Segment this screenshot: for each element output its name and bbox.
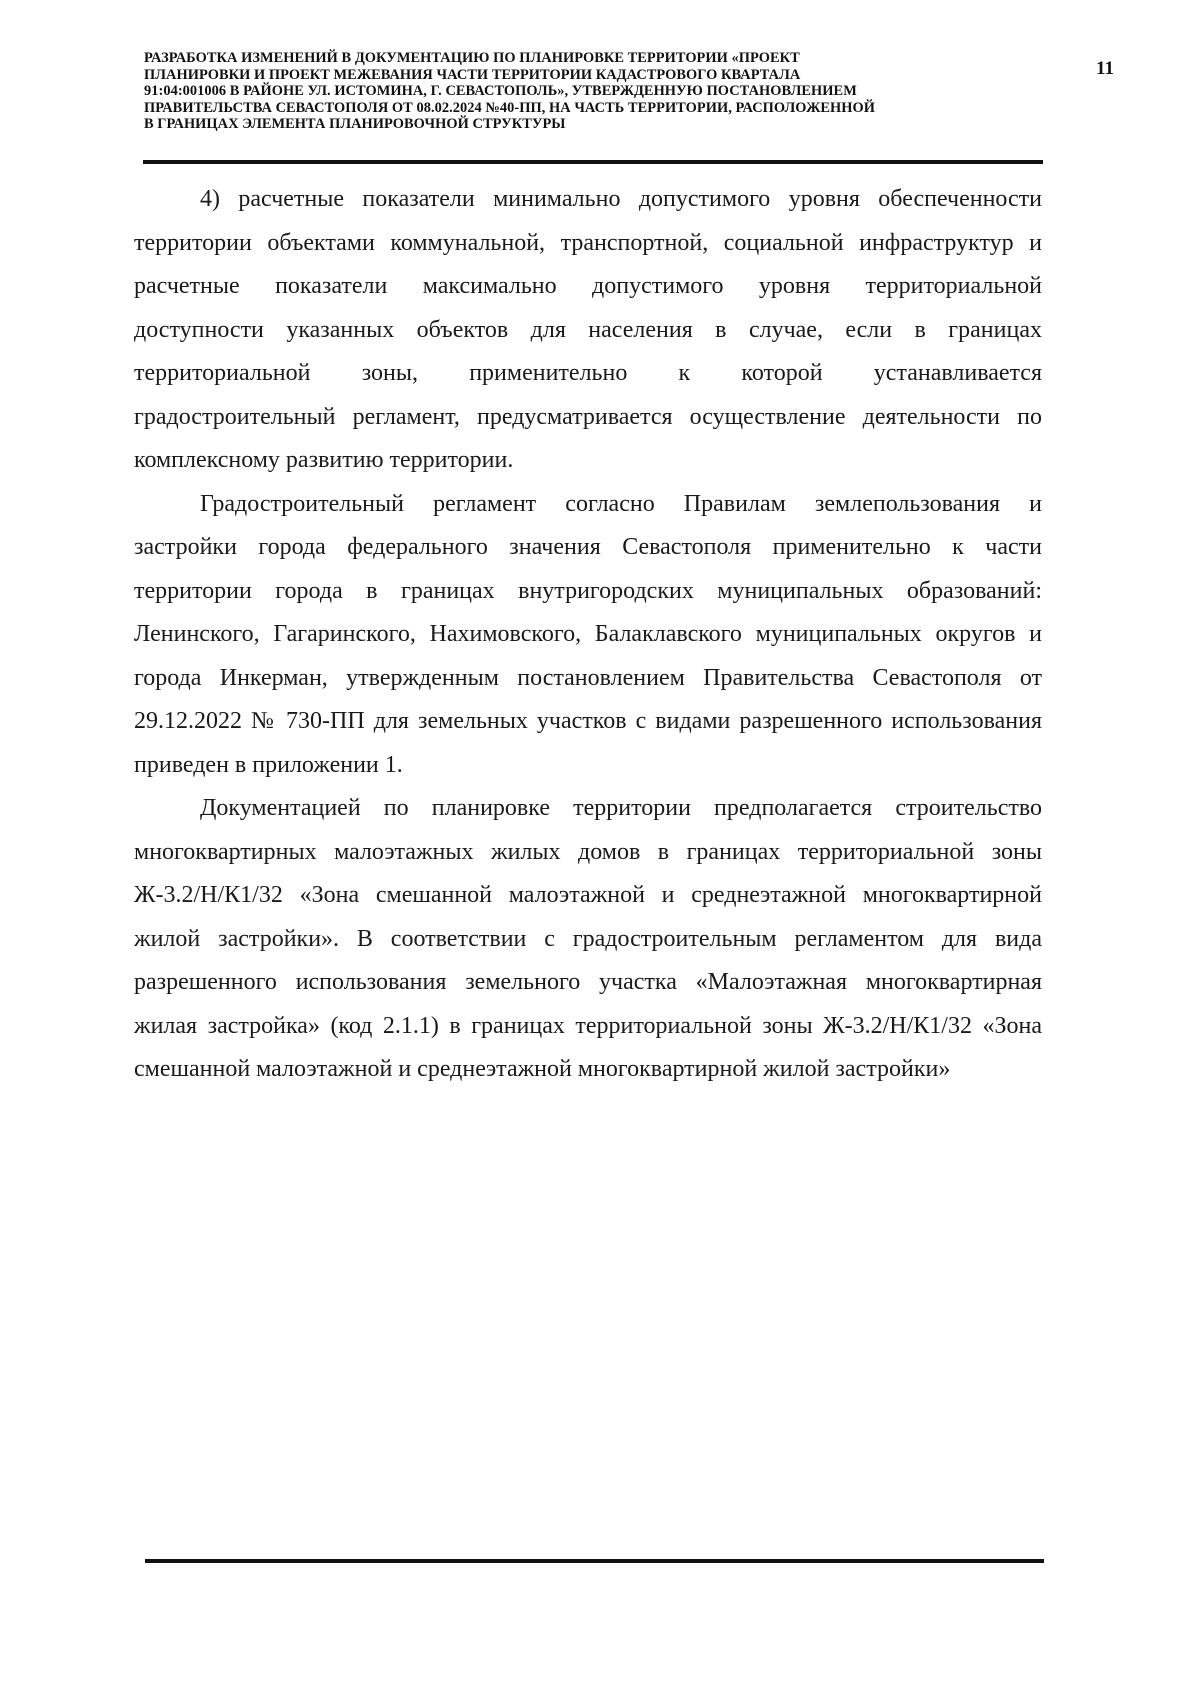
- header-divider: [143, 160, 1043, 164]
- text-line: Градостроительный регламент согласно Правилам землепользования и: [200, 490, 1042, 517]
- text-line: многоквартирных малоэтажных жилых домов в границах территориальной зоны: [134, 838, 1042, 865]
- footer-divider: [145, 1559, 1044, 1563]
- page-number: 11: [1096, 58, 1114, 79]
- header-line: В ГРАНИЦАХ ЭЛЕМЕНТА ПЛАНИРОВОЧНОЙ СТРУКТУРЫ: [144, 116, 566, 133]
- text-line: комплексному развитию территории.: [134, 447, 514, 473]
- text-line: Документацией по планировке территории предполагается строительство: [200, 795, 1042, 821]
- text-line: Ленинского, Гагаринского, Нахимовского, Балаклавского муниципальных округов и: [134, 621, 1042, 647]
- text-line: 29.12.2022 № 730-ПП для земельных участков с видами разрешенного использования: [134, 708, 1042, 734]
- document-body: [134, 178, 1042, 1092]
- text-line: территории города в границах внутригородских муниципальных образований:: [134, 577, 1042, 604]
- text-line: смешанной малоэтажной и среднеэтажной многоквартирной жилой застройки»: [134, 1056, 951, 1082]
- text-line: территориальной зоны, применительно к которой устанавливается: [134, 360, 1042, 386]
- text-line: жилой застройки». В соответствии с градостроительным регламентом для вида: [134, 925, 1042, 952]
- header-line: ПРАВИТЕЛЬСТВА СЕВАСТОПОЛЯ ОТ 08.02.2024 №40-ПП, НА ЧАСТЬ ТЕРРИТОРИИ, РАСПОЛОЖЕННОЙ: [144, 99, 876, 116]
- text-line: застройки города федерального значения Севастополя применительно к части: [134, 534, 1042, 560]
- text-line: разрешенного использования земельного участка «Малоэтажная многоквартирная: [134, 969, 1042, 995]
- text-line: доступности указанных объектов для населения в случае, если в границах: [134, 316, 1042, 343]
- paragraph: [134, 178, 1042, 483]
- paragraph: [134, 483, 1042, 788]
- text-line: жилая застройка» (код 2.1.1) в границах территориальной зоны Ж-3.2/Н/К1/32 «Зона: [134, 1012, 1042, 1039]
- paragraph: [134, 787, 1042, 1092]
- text-line: территории объектами коммунальной, транспортной, социальной инфраструктур и: [134, 229, 1042, 256]
- text-line: города Инкерман, утвержденным постановлением Правительства Севастополя от: [134, 664, 1042, 691]
- text-line: Ж-3.2/Н/К1/32 «Зона смешанной малоэтажной и среднеэтажной многоквартирной: [134, 882, 1042, 908]
- header-line: ПЛАНИРОВКИ И ПРОЕКТ МЕЖЕВАНИЯ ЧАСТИ ТЕРРИТОРИИ КАДАСТРОВОГО КВАРТАЛА: [144, 66, 801, 83]
- header-line: 91:04:001006 В РАЙОНЕ УЛ. ИСТОМИНА, Г. СЕВАСТОПОЛЬ», УТВЕРЖДЕННУЮ ПОСТАНОВЛЕНИЕМ: [144, 83, 857, 100]
- running-header: [144, 50, 1044, 133]
- text-line: приведен в приложении 1.: [134, 751, 403, 778]
- text-line: градостроительный регламент, предусматривается осуществление деятельности по: [134, 403, 1042, 430]
- header-line: РАЗРАБОТКА ИЗМЕНЕНИЙ В ДОКУМЕНТАЦИЮ ПО ПЛАНИРОВКЕ ТЕРРИТОРИИ «ПРОЕКТ: [144, 50, 800, 66]
- text-line: расчетные показатели максимально допустимого уровня территориальной: [134, 273, 1042, 299]
- text-line: 4) расчетные показатели минимально допустимого уровня обеспеченности: [200, 186, 1042, 212]
